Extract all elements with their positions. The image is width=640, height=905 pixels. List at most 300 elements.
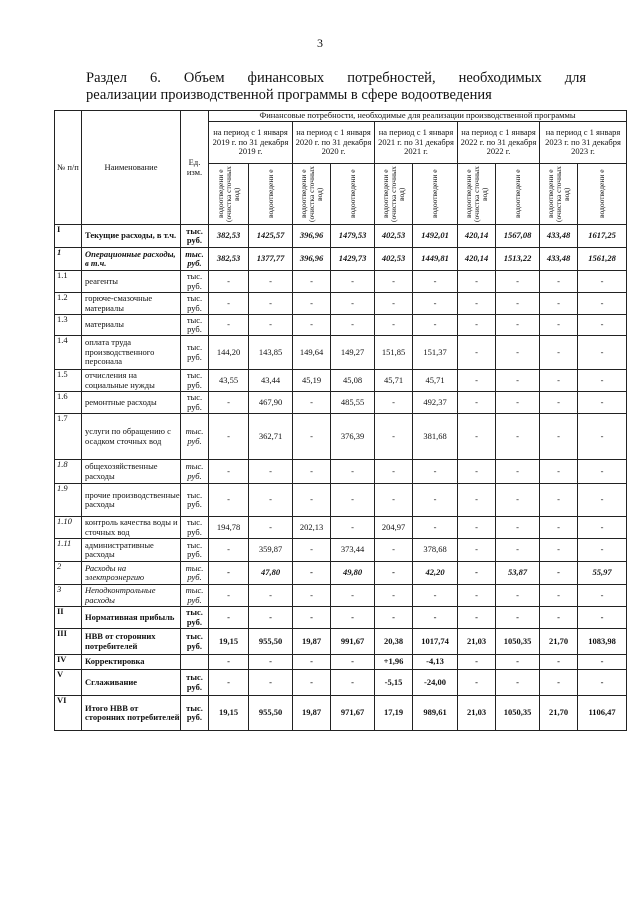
subheader-cell bbox=[458, 164, 496, 225]
subheader-treatment: водоотведени е (очистка сточных вод) bbox=[215, 166, 241, 222]
value-cell: -24,00 bbox=[413, 670, 458, 696]
subheader-drainage: водоотведени е bbox=[597, 169, 607, 219]
value-cell: - bbox=[578, 414, 627, 460]
value-cell: 402,53 bbox=[375, 225, 413, 248]
subheader-drainage: водоотведени е bbox=[512, 169, 522, 219]
value-cell: - bbox=[209, 460, 249, 484]
row-number: 1.1 bbox=[55, 271, 82, 293]
row-unit bbox=[181, 655, 209, 670]
value-cell: - bbox=[375, 607, 413, 629]
value-cell: 202,13 bbox=[293, 517, 331, 539]
header-unit: Ед. изм. bbox=[181, 111, 209, 225]
value-cell: - bbox=[249, 484, 293, 517]
subheader-drainage: водоотведени е bbox=[265, 169, 275, 219]
value-cell: - bbox=[209, 315, 249, 336]
value-cell: 47,80 bbox=[249, 562, 293, 585]
row-number: 1.3 bbox=[55, 315, 82, 336]
section-title bbox=[86, 70, 586, 104]
value-cell: - bbox=[209, 655, 249, 670]
table-row bbox=[55, 484, 627, 517]
value-cell: 402,53 bbox=[375, 248, 413, 271]
value-cell: - bbox=[540, 315, 578, 336]
value-cell: - bbox=[375, 293, 413, 315]
value-cell: - bbox=[293, 562, 331, 585]
value-cell: 971,67 bbox=[331, 696, 375, 731]
row-unit: тыс. руб. bbox=[181, 629, 209, 655]
row-number: 1 bbox=[55, 248, 82, 271]
value-cell: 485,55 bbox=[331, 392, 375, 414]
value-cell: - bbox=[458, 293, 496, 315]
value-cell: - bbox=[331, 585, 375, 607]
value-cell: - bbox=[458, 539, 496, 562]
value-cell: 382,53 bbox=[209, 225, 249, 248]
row-unit: тыс. руб. bbox=[181, 315, 209, 336]
value-cell: 359,87 bbox=[249, 539, 293, 562]
table-row bbox=[55, 414, 627, 460]
row-number: VI bbox=[55, 696, 82, 731]
value-cell: 1449,81 bbox=[413, 248, 458, 271]
value-cell: 204,97 bbox=[375, 517, 413, 539]
row-unit: тыс. руб. bbox=[181, 585, 209, 607]
row-name: Корректировка bbox=[82, 655, 181, 670]
value-cell: - bbox=[496, 670, 540, 696]
subheader-cell bbox=[293, 164, 331, 225]
row-name: материалы bbox=[82, 315, 181, 336]
row-name: административные расходы bbox=[82, 539, 181, 562]
value-cell: 955,50 bbox=[249, 696, 293, 731]
value-cell: - bbox=[540, 517, 578, 539]
table-row bbox=[55, 225, 627, 248]
value-cell: 1429,73 bbox=[331, 248, 375, 271]
value-cell: 1479,53 bbox=[331, 225, 375, 248]
value-cell: - bbox=[413, 315, 458, 336]
header-group: Финансовые потребности, необходимые для реализации производственной программы bbox=[209, 111, 627, 122]
subheader-cell bbox=[540, 164, 578, 225]
row-name: прочие производственные расходы bbox=[82, 484, 181, 517]
value-cell: 433,48 bbox=[540, 248, 578, 271]
value-cell: - bbox=[496, 607, 540, 629]
header-period-2021: на период с 1 января 2021 г. по 31 декабря 2021 г. bbox=[375, 122, 458, 164]
value-cell: 20,38 bbox=[375, 629, 413, 655]
value-cell: 19,15 bbox=[209, 696, 249, 731]
value-cell: - bbox=[249, 670, 293, 696]
value-cell: - bbox=[458, 271, 496, 293]
row-name: отчисления на социальные нужды bbox=[82, 370, 181, 392]
value-cell: 433,48 bbox=[540, 225, 578, 248]
row-number: III bbox=[55, 629, 82, 655]
value-cell: - bbox=[496, 585, 540, 607]
row-unit: тыс. руб. bbox=[181, 562, 209, 585]
value-cell: - bbox=[331, 271, 375, 293]
value-cell: 492,37 bbox=[413, 392, 458, 414]
value-cell: - bbox=[540, 460, 578, 484]
value-cell: - bbox=[209, 484, 249, 517]
table-row bbox=[55, 392, 627, 414]
row-unit: тыс. руб. bbox=[181, 484, 209, 517]
value-cell: - bbox=[375, 392, 413, 414]
row-number: V bbox=[55, 670, 82, 696]
value-cell: 1106,47 bbox=[578, 696, 627, 731]
value-cell: - bbox=[540, 562, 578, 585]
header-period-2023: на период с 1 января 2023 г. по 31 декабря 2023 г. bbox=[540, 122, 627, 164]
value-cell: - bbox=[331, 607, 375, 629]
value-cell: 43,44 bbox=[249, 370, 293, 392]
value-cell: - bbox=[209, 414, 249, 460]
value-cell: - bbox=[413, 484, 458, 517]
value-cell: 376,39 bbox=[331, 414, 375, 460]
row-number: 1.11 bbox=[55, 539, 82, 562]
value-cell: - bbox=[578, 460, 627, 484]
value-cell: - bbox=[578, 655, 627, 670]
value-cell: 373,44 bbox=[331, 539, 375, 562]
value-cell: 381,68 bbox=[413, 414, 458, 460]
subheader-treatment: водоотведени е (очистка сточных вод) bbox=[463, 166, 489, 222]
value-cell: - bbox=[249, 315, 293, 336]
subheader-drainage: водоотведени е bbox=[430, 169, 439, 219]
title-line-2: реализации производственной программы в сфере водоотведения bbox=[86, 87, 492, 103]
value-cell: - bbox=[458, 336, 496, 370]
value-cell: - bbox=[249, 293, 293, 315]
table-row bbox=[55, 585, 627, 607]
row-number: 1.8 bbox=[55, 460, 82, 484]
value-cell: - bbox=[496, 414, 540, 460]
value-cell: - bbox=[578, 293, 627, 315]
value-cell: 1083,98 bbox=[578, 629, 627, 655]
value-cell: - bbox=[578, 370, 627, 392]
value-cell: - bbox=[293, 392, 331, 414]
table-row bbox=[55, 336, 627, 370]
row-name: общехозяйственные расходы bbox=[82, 460, 181, 484]
row-unit: тыс. руб. bbox=[181, 539, 209, 562]
value-cell: - bbox=[293, 315, 331, 336]
row-number: 1.2 bbox=[55, 293, 82, 315]
row-name: Расходы на электроэнергию bbox=[82, 562, 181, 585]
value-cell: - bbox=[578, 517, 627, 539]
value-cell: -4,13 bbox=[413, 655, 458, 670]
table-row bbox=[55, 460, 627, 484]
row-number: 1.9 bbox=[55, 484, 82, 517]
value-cell: - bbox=[375, 460, 413, 484]
subheader-cell bbox=[331, 164, 375, 225]
value-cell: - bbox=[540, 670, 578, 696]
row-name: Операционные расходы, в т.ч. bbox=[82, 248, 181, 271]
table-row bbox=[55, 517, 627, 539]
value-cell: - bbox=[458, 392, 496, 414]
value-cell: - bbox=[375, 585, 413, 607]
value-cell: - bbox=[458, 655, 496, 670]
value-cell: - bbox=[540, 370, 578, 392]
value-cell: 420,14 bbox=[458, 248, 496, 271]
row-name: горюче-смазочные материалы bbox=[82, 293, 181, 315]
value-cell: - bbox=[249, 585, 293, 607]
value-cell: 1425,57 bbox=[249, 225, 293, 248]
header-period-2020: на период с 1 января 2020 г. по 31 декабря 2020 г. bbox=[293, 122, 375, 164]
table-row bbox=[55, 293, 627, 315]
value-cell: - bbox=[209, 562, 249, 585]
value-cell: - bbox=[331, 517, 375, 539]
value-cell: 45,71 bbox=[375, 370, 413, 392]
value-cell: 21,03 bbox=[458, 696, 496, 731]
row-unit: тыс. руб. bbox=[181, 271, 209, 293]
value-cell: - bbox=[496, 484, 540, 517]
table-row bbox=[55, 539, 627, 562]
value-cell: - bbox=[578, 336, 627, 370]
value-cell: 143,85 bbox=[249, 336, 293, 370]
value-cell: 378,68 bbox=[413, 539, 458, 562]
value-cell: - bbox=[458, 517, 496, 539]
value-cell: 1513,22 bbox=[496, 248, 540, 271]
value-cell: - bbox=[293, 484, 331, 517]
value-cell: - bbox=[458, 585, 496, 607]
value-cell: - bbox=[293, 414, 331, 460]
value-cell: - bbox=[293, 539, 331, 562]
value-cell: - bbox=[413, 585, 458, 607]
row-unit: тыс. руб. bbox=[181, 392, 209, 414]
value-cell: - bbox=[331, 655, 375, 670]
value-cell: - bbox=[458, 607, 496, 629]
row-unit: тыс. руб. bbox=[181, 670, 209, 696]
table-row bbox=[55, 562, 627, 585]
value-cell: - bbox=[209, 539, 249, 562]
value-cell: 1050,35 bbox=[496, 696, 540, 731]
value-cell: - bbox=[375, 539, 413, 562]
value-cell: - bbox=[413, 460, 458, 484]
subheader-cell bbox=[209, 164, 249, 225]
subheader-treatment: водоотведени е (очистка сточных вод) bbox=[298, 166, 324, 222]
value-cell: - bbox=[413, 293, 458, 315]
value-cell: - bbox=[458, 370, 496, 392]
subheader-cell bbox=[375, 164, 413, 225]
row-unit: тыс. руб. bbox=[181, 248, 209, 271]
row-name: Нормативная прибыль bbox=[82, 607, 181, 629]
value-cell: 989,61 bbox=[413, 696, 458, 731]
row-unit: тыс. руб. bbox=[181, 225, 209, 248]
value-cell: 194,78 bbox=[209, 517, 249, 539]
table-row bbox=[55, 655, 627, 670]
value-cell: - bbox=[496, 655, 540, 670]
table-row bbox=[55, 629, 627, 655]
value-cell: 21,70 bbox=[540, 696, 578, 731]
row-number: I bbox=[55, 225, 82, 248]
value-cell: - bbox=[249, 517, 293, 539]
value-cell: 144,20 bbox=[209, 336, 249, 370]
row-name: реагенты bbox=[82, 271, 181, 293]
value-cell: - bbox=[540, 585, 578, 607]
value-cell: - bbox=[458, 460, 496, 484]
value-cell: 55,97 bbox=[578, 562, 627, 585]
row-number: 1.5 bbox=[55, 370, 82, 392]
value-cell: - bbox=[458, 315, 496, 336]
row-number: 1.6 bbox=[55, 392, 82, 414]
value-cell: - bbox=[540, 414, 578, 460]
row-number: II bbox=[55, 607, 82, 629]
header-name: Наименование bbox=[82, 111, 181, 225]
value-cell: 396,96 bbox=[293, 248, 331, 271]
subheader-drainage: водоотведени е bbox=[347, 169, 357, 219]
financial-needs-table bbox=[54, 110, 627, 731]
value-cell: - bbox=[293, 670, 331, 696]
value-cell: - bbox=[249, 655, 293, 670]
value-cell: - bbox=[209, 293, 249, 315]
row-name: услуги по обращению с осадком сточных вод bbox=[82, 414, 181, 460]
value-cell: 1017,74 bbox=[413, 629, 458, 655]
value-cell: 53,87 bbox=[496, 562, 540, 585]
value-cell: - bbox=[578, 539, 627, 562]
value-cell: - bbox=[413, 607, 458, 629]
title-line-1: Раздел 6. Объем финансовых потребностей, необходимых для bbox=[86, 70, 586, 86]
value-cell: - bbox=[496, 517, 540, 539]
value-cell: 45,19 bbox=[293, 370, 331, 392]
value-cell: - bbox=[496, 392, 540, 414]
value-cell: - bbox=[293, 655, 331, 670]
value-cell: - bbox=[496, 539, 540, 562]
value-cell: - bbox=[331, 670, 375, 696]
value-cell: 21,03 bbox=[458, 629, 496, 655]
value-cell: - bbox=[458, 670, 496, 696]
value-cell: -5,15 bbox=[375, 670, 413, 696]
subheader-treatment: водоотведени е (очистка сточных вод) bbox=[380, 166, 406, 222]
row-unit: тыс. руб. bbox=[181, 293, 209, 315]
subheader-cell bbox=[578, 164, 627, 225]
subheader-cell bbox=[496, 164, 540, 225]
value-cell: 42,20 bbox=[413, 562, 458, 585]
header-num: № п/п bbox=[55, 111, 82, 225]
table-row bbox=[55, 248, 627, 271]
value-cell: 991,67 bbox=[331, 629, 375, 655]
value-cell: 21,70 bbox=[540, 629, 578, 655]
value-cell: - bbox=[331, 484, 375, 517]
value-cell: - bbox=[375, 414, 413, 460]
value-cell: - bbox=[540, 539, 578, 562]
row-unit: тыс. руб. bbox=[181, 696, 209, 731]
value-cell: 45,71 bbox=[413, 370, 458, 392]
value-cell: - bbox=[458, 484, 496, 517]
table-row bbox=[55, 670, 627, 696]
value-cell: 149,64 bbox=[293, 336, 331, 370]
table-row bbox=[55, 315, 627, 336]
value-cell: - bbox=[540, 336, 578, 370]
value-cell: - bbox=[578, 484, 627, 517]
value-cell: - bbox=[496, 293, 540, 315]
value-cell: - bbox=[209, 392, 249, 414]
row-unit: тыс. руб. bbox=[181, 607, 209, 629]
header-period-2022: на период с 1 января 2022 г. по 31 декабря 2022 г. bbox=[458, 122, 540, 164]
value-cell: - bbox=[249, 607, 293, 629]
subheader-cell bbox=[413, 164, 458, 225]
row-number: 2 bbox=[55, 562, 82, 585]
value-cell: 362,71 bbox=[249, 414, 293, 460]
row-unit: тыс. руб. bbox=[181, 370, 209, 392]
value-cell: 1567,08 bbox=[496, 225, 540, 248]
row-name: ремонтные расходы bbox=[82, 392, 181, 414]
value-cell: 467,90 bbox=[249, 392, 293, 414]
value-cell: - bbox=[375, 271, 413, 293]
value-cell: 1492,01 bbox=[413, 225, 458, 248]
value-cell: - bbox=[375, 562, 413, 585]
value-cell: - bbox=[375, 484, 413, 517]
value-cell: 1617,25 bbox=[578, 225, 627, 248]
value-cell: - bbox=[578, 392, 627, 414]
value-cell: 955,50 bbox=[249, 629, 293, 655]
value-cell: - bbox=[293, 460, 331, 484]
value-cell: - bbox=[496, 460, 540, 484]
value-cell: 17,19 bbox=[375, 696, 413, 731]
value-cell: 19,87 bbox=[293, 629, 331, 655]
value-cell: - bbox=[293, 271, 331, 293]
page-number: 3 bbox=[317, 36, 323, 50]
value-cell: - bbox=[293, 607, 331, 629]
value-cell: - bbox=[209, 670, 249, 696]
value-cell: 43,55 bbox=[209, 370, 249, 392]
value-cell: - bbox=[496, 271, 540, 293]
value-cell: - bbox=[496, 315, 540, 336]
value-cell: 19,15 bbox=[209, 629, 249, 655]
value-cell: - bbox=[413, 517, 458, 539]
value-cell: - bbox=[540, 271, 578, 293]
row-unit: тыс. руб. bbox=[181, 460, 209, 484]
row-number: 1.10 bbox=[55, 517, 82, 539]
value-cell: - bbox=[249, 460, 293, 484]
value-cell: - bbox=[209, 585, 249, 607]
value-cell: 151,37 bbox=[413, 336, 458, 370]
value-cell: - bbox=[578, 607, 627, 629]
value-cell: 45,08 bbox=[331, 370, 375, 392]
value-cell: 49,80 bbox=[331, 562, 375, 585]
value-cell: - bbox=[249, 271, 293, 293]
table-row bbox=[55, 271, 627, 293]
row-number: 3 bbox=[55, 585, 82, 607]
value-cell: 19,87 bbox=[293, 696, 331, 731]
value-cell: - bbox=[540, 484, 578, 517]
subheader-cell bbox=[249, 164, 293, 225]
value-cell: 382,53 bbox=[209, 248, 249, 271]
value-cell: 149,27 bbox=[331, 336, 375, 370]
value-cell: - bbox=[578, 670, 627, 696]
value-cell: - bbox=[578, 585, 627, 607]
value-cell: - bbox=[540, 293, 578, 315]
value-cell: - bbox=[331, 293, 375, 315]
value-cell: +1,96 bbox=[375, 655, 413, 670]
value-cell: - bbox=[209, 271, 249, 293]
value-cell: - bbox=[331, 460, 375, 484]
value-cell: - bbox=[293, 585, 331, 607]
row-number: 1.4 bbox=[55, 336, 82, 370]
row-unit: тыс. руб. bbox=[181, 517, 209, 539]
row-name: оплата труда производственного персонала bbox=[82, 336, 181, 370]
value-cell: 1377,77 bbox=[249, 248, 293, 271]
value-cell: 420,14 bbox=[458, 225, 496, 248]
row-name: Сглаживание bbox=[82, 670, 181, 696]
value-cell: - bbox=[209, 607, 249, 629]
value-cell: - bbox=[496, 336, 540, 370]
value-cell: - bbox=[375, 315, 413, 336]
header-period-2019: на период с 1 января 2019 г. по 31 декабря 2019 г. bbox=[209, 122, 293, 164]
table-row bbox=[55, 696, 627, 731]
value-cell: 151,85 bbox=[375, 336, 413, 370]
value-cell: - bbox=[540, 392, 578, 414]
row-name: Итого НВВ от сторонних потребителей bbox=[82, 696, 181, 731]
row-number: 1.7 bbox=[55, 414, 82, 460]
value-cell: - bbox=[578, 315, 627, 336]
value-cell: - bbox=[540, 607, 578, 629]
row-number: IV bbox=[55, 655, 82, 670]
value-cell: 1561,28 bbox=[578, 248, 627, 271]
row-name: контроль качества воды и сточных вод bbox=[82, 517, 181, 539]
row-name: Текущие расходы, в т.ч. bbox=[82, 225, 181, 248]
value-cell: 1050,35 bbox=[496, 629, 540, 655]
value-cell: - bbox=[331, 315, 375, 336]
subheader-treatment: водоотведени е (очистка сточных вод) bbox=[545, 166, 571, 222]
